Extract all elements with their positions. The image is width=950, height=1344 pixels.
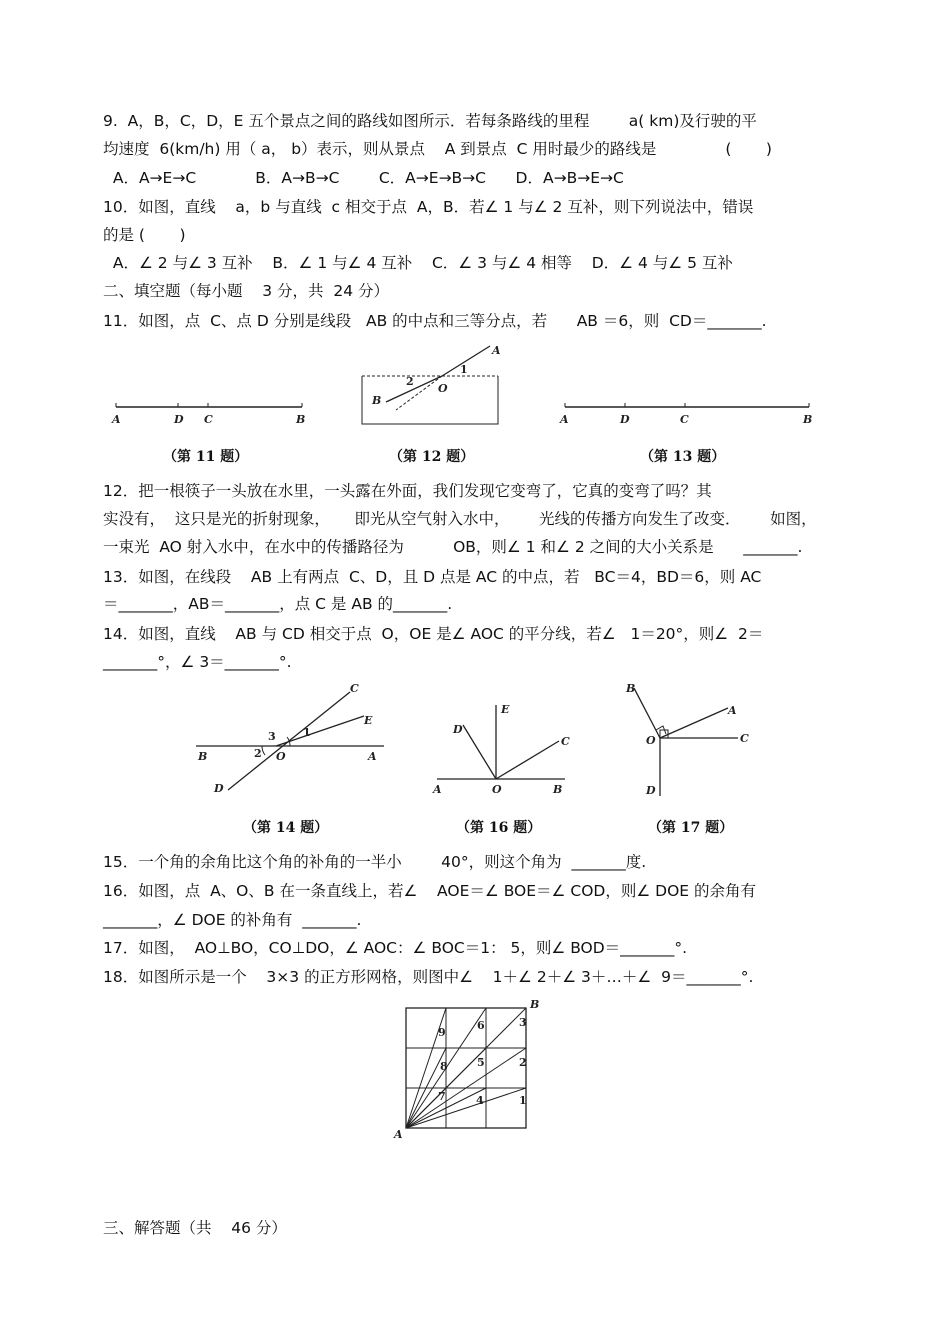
q16-line1: 16．如图，点 A、O、B 在一条直线上，若∠ AOE＝∠ BOE＝∠ COD，则∠ DOE 的余角有 (103, 882, 757, 900)
fig17-label-c: C (740, 732, 749, 745)
q9-line2: 均速度 6(km/h) 用（ a， b）表示，则从景点 A 到景点 C 用时最少的路线是 ( ) (103, 140, 772, 158)
fig11-label-d: D (174, 413, 184, 426)
caption-12: （第 12 题） (389, 449, 475, 465)
q13-line1: 13．如图，在线段 AB 上有两点 C、D，且 D 点是 AC 的中点，若 BC＝4，BD＝6，则 AC (103, 568, 762, 586)
fig13-label-d: D (620, 413, 630, 426)
q12-line3: 一束光 AO 射入水中，在水中的传播路径为 OB，则∠ 1 和∠ 2 之间的大小关系是 _______. (103, 538, 803, 556)
q17-line: 17．如图， AO⊥BO，CO⊥DO，∠ AOC：∠ BOC＝1： 5，则∠ BOD＝_______°. (103, 939, 688, 957)
fig17-label-a: A (728, 704, 737, 717)
fig12-angle-1: 1 (460, 363, 468, 376)
q13-line2: ＝_______，AB＝_______，点 C 是 AB 的_______. (103, 595, 453, 613)
figure-13 (555, 395, 820, 431)
fig18-angle-6: 6 (477, 1019, 485, 1032)
figure-14 (190, 678, 390, 804)
fig18-angle-3: 3 (519, 1016, 527, 1029)
fig16-label-e: E (501, 703, 510, 716)
section-3-heading: 三、解答题（共 46 分） (103, 1219, 287, 1237)
caption-14: （第 14 题） (243, 820, 329, 836)
q14-line1: 14．如图，直线 AB 与 CD 相交于点 O，OE 是∠ AOC 的平分线，若∠ 1＝20°，则∠ 2＝ (103, 625, 764, 643)
q12-line1: 12．把一根筷子一头放在水里，一头露在外面，我们发现它变弯了，它真的变弯了吗？其 (103, 482, 712, 500)
q9-line1: 9. A，B，C，D，E 五个景点之间的路线如图所示．若每条路线的里程 a( km)及行驶的平 (103, 112, 757, 130)
fig18-angle-5: 5 (477, 1056, 485, 1069)
fig18-angle-4: 4 (476, 1094, 484, 1107)
fig14-label-c: C (350, 682, 359, 695)
q15-line: 15．一个角的余角比这个角的补角的一半小 40°，则这个角为 _______度. (103, 853, 647, 871)
fig14-label-a: A (368, 750, 377, 763)
q10-line2: 的是 ( ) (103, 226, 186, 244)
figure-11 (108, 395, 308, 431)
q10-line1: 10．如图，直线 a，b 与直线 c 相交于点 A，B．若∠ 1 与∠ 2 互补，则下列说法中，错误 (103, 198, 754, 216)
fig18-label-b: B (530, 998, 540, 1011)
fig12-label-o: O (438, 382, 448, 395)
fig14-angle-2: 2 (254, 747, 262, 760)
fig16-label-b: B (553, 783, 563, 796)
fig16-label-d: D (453, 723, 463, 736)
fig14-label-b: B (198, 750, 208, 763)
q18-line: 18．如图所示是一个 3×3 的正方形网格，则图中∠ 1＋∠ 2＋∠ 3＋…＋∠ 9＝_______°. (103, 968, 754, 986)
fig18-label-a: A (394, 1128, 403, 1141)
fig14-label-d: D (214, 782, 224, 795)
fig12-label-a: A (492, 344, 501, 357)
fig11-label-a: A (112, 413, 121, 426)
fig14-angle-1: 1 (303, 726, 311, 739)
fig14-label-e: E (364, 714, 373, 727)
fig18-angle-9: 9 (438, 1026, 446, 1039)
section-2-heading: 二、填空题（每小题 3 分，共 24 分） (103, 282, 390, 300)
figure-18 (388, 996, 548, 1142)
caption-16: （第 16 题） (456, 820, 542, 836)
fig16-label-c: C (561, 735, 570, 748)
fig18-angle-7: 7 (438, 1090, 446, 1103)
fig11-label-c: C (204, 413, 213, 426)
fig13-label-b: B (803, 413, 813, 426)
fig12-angle-2: 2 (406, 375, 414, 388)
q10-options: A．∠ 2 与∠ 3 互补 B．∠ 1 与∠ 4 互补 C．∠ 3 与∠ 4 相等 D．∠ 4 与∠ 5 互补 (103, 254, 733, 272)
figure-12 (356, 340, 506, 428)
fig17-label-d: D (646, 784, 656, 797)
fig14-angle-3: 3 (268, 730, 276, 743)
figure-16 (425, 695, 575, 800)
q9-options: A．A→E→C B．A→B→C C．A→E→B→C D．A→B→E→C (103, 169, 624, 187)
fig14-label-o: O (276, 750, 286, 763)
fig16-label-o: O (492, 783, 502, 796)
fig18-angle-2: 2 (519, 1056, 527, 1069)
fig13-label-a: A (560, 413, 569, 426)
caption-13: （第 13 题） (640, 449, 726, 465)
fig12-label-b: B (372, 394, 382, 407)
fig17-label-b: B (626, 682, 636, 695)
caption-17: （第 17 题） (648, 820, 734, 836)
fig17-label-o: O (646, 734, 656, 747)
caption-11: （第 11 题） (163, 449, 249, 465)
q11-line: 11．如图，点 C、点 D 分别是线段 AB 的中点和三等分点，若 AB ＝6，则 CD＝_______. (103, 312, 767, 330)
fig13-label-c: C (680, 413, 689, 426)
q16-line2: _______，∠ DOE 的补角有 _______. (103, 911, 362, 929)
q12-line2: 实没有， 这只是光的折射现象， 即光从空气射入水中， 光线的传播方向发生了改变． 如图， (103, 510, 817, 528)
fig18-angle-8: 8 (440, 1060, 448, 1073)
fig18-angle-1: 1 (519, 1094, 527, 1107)
fig16-label-a: A (433, 783, 442, 796)
fig11-label-b: B (296, 413, 306, 426)
q14-line2: _______°，∠ 3＝_______°. (103, 653, 292, 671)
figure-17 (618, 678, 758, 804)
